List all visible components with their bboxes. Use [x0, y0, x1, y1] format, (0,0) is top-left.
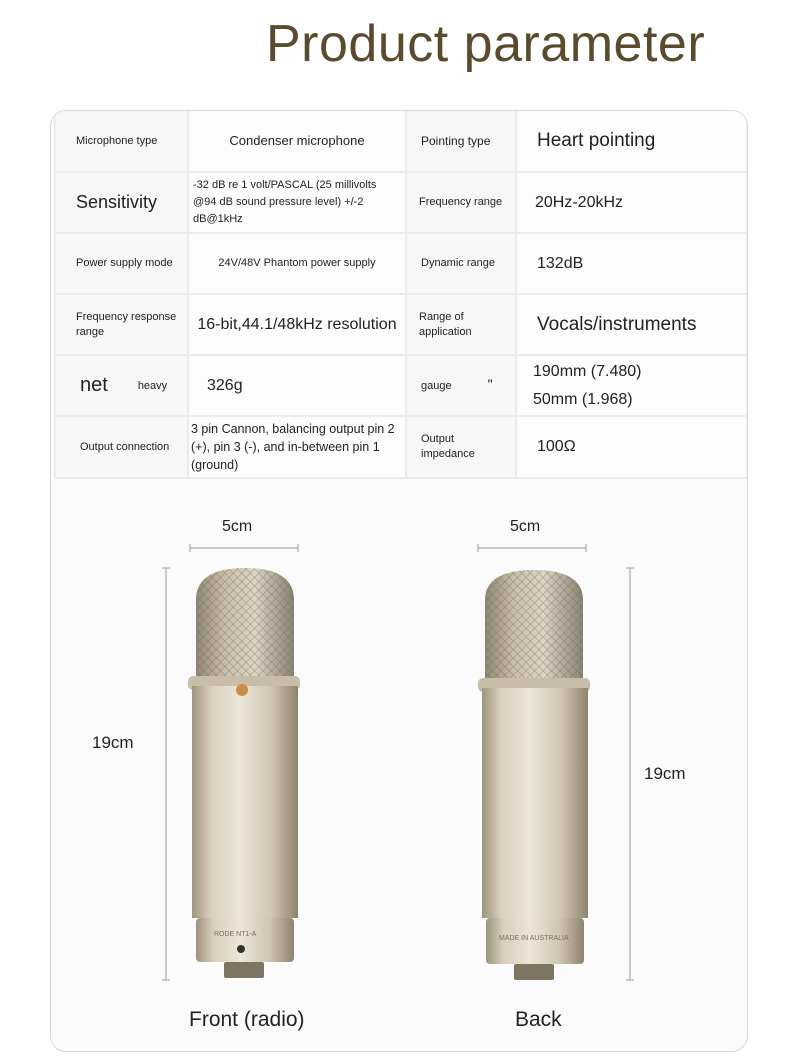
- front-engraving: RODE NT1-A: [214, 931, 257, 938]
- back-microphone: [478, 544, 634, 980]
- front-body: [192, 686, 298, 918]
- front-height-label: 19cm: [92, 733, 134, 752]
- back-width-label: 5cm: [510, 518, 541, 535]
- spec-label: Output impedance: [406, 416, 516, 478]
- spec-value: 3 pin Cannon, balancing output pin 2 (+), pin 3 (-), and in-between pin 1 (ground): [188, 416, 406, 478]
- spec-value: 132dB: [516, 233, 747, 294]
- back-body: [482, 688, 588, 918]
- spec-label: Frequency range: [406, 172, 516, 233]
- spec-value: Condenser microphone: [188, 111, 406, 172]
- spec-label: Range of application: [406, 294, 516, 355]
- spec-label: Microphone type: [55, 111, 188, 172]
- spec-value: 16-bit,44.1/48kHz resolution: [188, 294, 406, 355]
- spec-value: -32 dB re 1 volt/PASCAL (25 millivolts @94 dB sound pressure level) +/-2 dB@1kHz: [188, 172, 406, 233]
- front-logo-dot: [236, 684, 248, 696]
- spec-label: Pointing type: [406, 111, 516, 172]
- spec-label: Output connection: [55, 416, 188, 478]
- front-microphone: [162, 544, 300, 980]
- spec-value: Vocals/instruments: [516, 294, 747, 355]
- spec-label: Frequency response range: [55, 294, 188, 355]
- spec-label: Sensitivity: [55, 172, 188, 233]
- front-caption: Front (radio): [189, 1008, 305, 1031]
- spec-label: Dynamic range: [406, 233, 516, 294]
- back-height-label: 19cm: [644, 764, 686, 783]
- back-caption: Back: [515, 1008, 562, 1031]
- spec-label: net: [80, 374, 108, 396]
- spec-label-sub: ": [487, 376, 493, 392]
- spec-value: 190mm (7.480): [533, 362, 642, 380]
- back-engraving: MADE IN AUSTRALIA: [499, 935, 569, 942]
- spec-value: 326g: [188, 355, 406, 416]
- front-width-label: 5cm: [222, 518, 253, 535]
- spec-label: gauge: [421, 380, 452, 392]
- spec-value: 24V/48V Phantom power supply: [188, 233, 406, 294]
- spec-value-2: 50mm (1.968): [533, 390, 633, 408]
- spec-label: Power supply mode: [55, 233, 188, 294]
- spec-value: Heart pointing: [516, 111, 747, 172]
- spec-label-sub: heavy: [137, 379, 168, 392]
- spec-value: 20Hz-20kHz: [516, 172, 747, 233]
- spec-value: 100Ω: [516, 416, 747, 478]
